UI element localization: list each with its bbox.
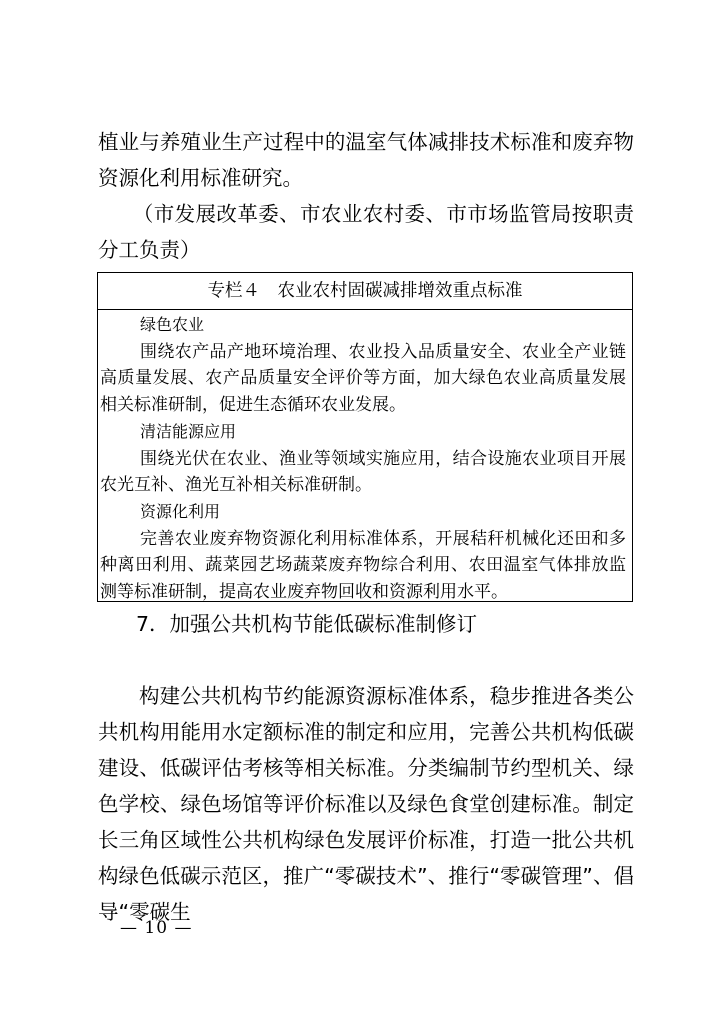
column-box-body	[98, 310, 632, 606]
section-7-body: 构建公共机构节约能源资源标准体系，稳步推进各类公共机构用能用水定额标准的制定和应用，完善公共机构低碳建设、低碳评估考核等相关标准。分类编制节约型机关、绿色学校、绿色场馆等评价标准以及绿色食堂创建标准。制定长三角区域性公共机构绿色发展评价标准，打造一批公共机构绿色低碳示范区，推广“零碳技术”、推行“零碳管理”、倡导“零碳生	[98, 684, 634, 924]
intro-paragraph: 植业与养殖业生产过程中的温室气体减排技术标准和废弃物资源化利用标准研究。	[98, 130, 634, 190]
page-number: — 10 —	[120, 918, 193, 938]
column-box-title: 专栏４ 农业农村固碳减排增效重点标准	[98, 273, 632, 310]
section-7-heading: 7．加强公共机构节能低碳标准制修订	[136, 612, 478, 636]
section-text-resource-utilization: 完善农业废弃物资源化利用标准体系，开展秸秆机械化还田和多种离田利用、蔬菜园艺场蔬菜废弃物综合利用、农田温室气体排放监测等标准研制，提高农业废弃物回收和资源利用水平。	[100, 528, 626, 603]
column-box	[97, 272, 633, 602]
section-text-clean-energy: 围绕光伏在农业、渔业等领域实施应用，结合设施农业项目开展农光互补、渔光互补相关标准研制。	[100, 448, 626, 496]
section-heading-resource-utilization: 资源化利用	[140, 501, 221, 521]
responsibility-note: （市发展改革委、市农业农村委、市市场监管局按职责分工负责）	[98, 202, 634, 262]
section-text-green-agriculture: 围绕农产品产地环境治理、农业投入品质量安全、农业全产业链高质量发展、农产品质量安全评价等方面，加大绿色农业高质量发展相关标准研制，促进生态循环农业发展。	[100, 341, 626, 416]
section-heading-green-agriculture: 绿色农业	[140, 315, 205, 334]
section-heading-clean-energy: 清洁能源应用	[140, 421, 237, 441]
